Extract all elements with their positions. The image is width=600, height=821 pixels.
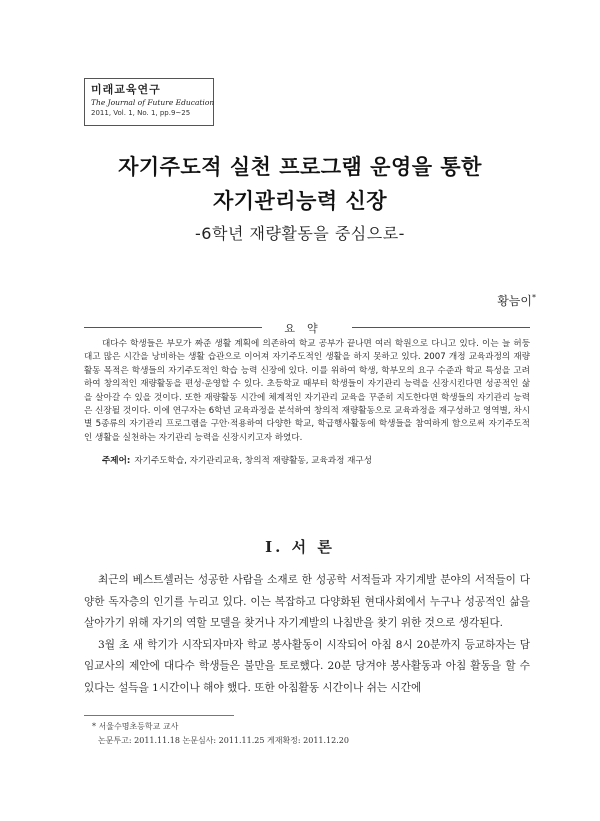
journal-info-box bbox=[84, 78, 214, 126]
title-line-2: 자기관리능력 신장 bbox=[212, 189, 388, 213]
title-line-1: 자기주도적 실천 프로그램 운영을 통한 bbox=[118, 155, 482, 179]
author-footnote-mark: * bbox=[532, 293, 536, 302]
author bbox=[497, 292, 536, 309]
journal-name-ko: 미래교육연구 bbox=[91, 83, 161, 96]
body-paragraph-1: 최근의 베스트셀러는 성공한 사람을 소재로 한 성공학 서적들과 자기계발 분야의 서적들이 다양한 독자층의 인기를 누리고 있다. 이는 복잡하고 다양화된 현대사회에서 누구나 성공적인 삶을 살아가기 위해 자기의 역할 모델을 찾거나 자기계발의 나침반을 찾기 위한 것으로 생각된다. bbox=[84, 574, 530, 630]
abstract-heading: 요약 bbox=[284, 322, 330, 335]
keywords-list: 자기주도학습, 자기관리교육, 창의적 재량활동, 교육과정 재구성 bbox=[134, 456, 373, 467]
journal-issue: 2011, Vol. 1, No. 1, pp.9~25 bbox=[91, 109, 191, 117]
abstract-body: 대다수 학생들은 부모가 짜준 생활 계획에 의존하여 학교 공부가 끝나면 여러 학원으로 다니고 있다. 이는 늘 허둥대고 많은 시간을 낭비하는 생활 습관으로 이어져 자기주도적인 생활을 하지 못하고 있다. 2007 개정 교육과정의 재량활동 목적은 학생들의 자기주도적인 학습 능력 신장에 있다. 이를 위하여 학생, 학부모의 요구 수준과 학교 특성을 고려하여 창의적인 재량활동을 편성·운영할 수 있다. 초등학교 때부터 학생들이 자기관리 능력을 신장시킨다면 성공적인 삶을 살아갈 수 있을 것이다. 또한 재량활동 시간에 체계적인 자기관리 교육을 꾸준히 지도한다면 학생들의 자기관리 능력은 신장될 것이다. 이에 연구자는 6학년 교육과정을 분석하여 창의적 재량활동으로 교육과정을 재구성하고 영역별, 차시별 5종류의 자기관리 프로그램을 구안·적용하여 다양한 학교, 학급행사활동에 학생들을 참여하게 함으로써 자기주도적인 생활을 실천하는 자기관리 능력을 신장시키고자 하였다. bbox=[84, 339, 530, 443]
footnote-divider bbox=[84, 715, 234, 716]
footnote-dates: 논문투고: 2011.11.18 논문심사: 2011.11.25 게재확정: 2011.12.20 bbox=[98, 736, 349, 745]
title-block bbox=[0, 150, 600, 248]
keywords-label: 주제어: bbox=[102, 456, 131, 467]
subtitle: -6학년 재량활동을 중심으로- bbox=[195, 224, 405, 243]
journal-name-en: The Journal of Future Education bbox=[91, 98, 215, 107]
body-text bbox=[84, 570, 530, 700]
footnote bbox=[92, 720, 349, 748]
section-heading: Ⅰ. 서 론 bbox=[265, 538, 335, 556]
abstract bbox=[84, 320, 530, 468]
body-paragraph-2: 3월 초 새 학기가 시작되자마자 학교 봉사활동이 시작되어 아침 8시 20분까지 등교하자는 담임교사의 제안에 대다수 학생들은 불만을 토로했다. 20분 당겨야 봉사활동과 아침 활동을 할 수 있다는 설득을 1시간이나 해야 했다. 또한 아침활동 시간이나 쉬는 시간에 bbox=[84, 638, 530, 694]
keywords bbox=[84, 455, 530, 468]
abstract-rule-right bbox=[352, 327, 530, 328]
abstract-header bbox=[84, 320, 530, 334]
footnote-affiliation: * 서울수명초등학교 교사 bbox=[92, 722, 179, 731]
author-name: 황늠이 bbox=[497, 294, 532, 308]
